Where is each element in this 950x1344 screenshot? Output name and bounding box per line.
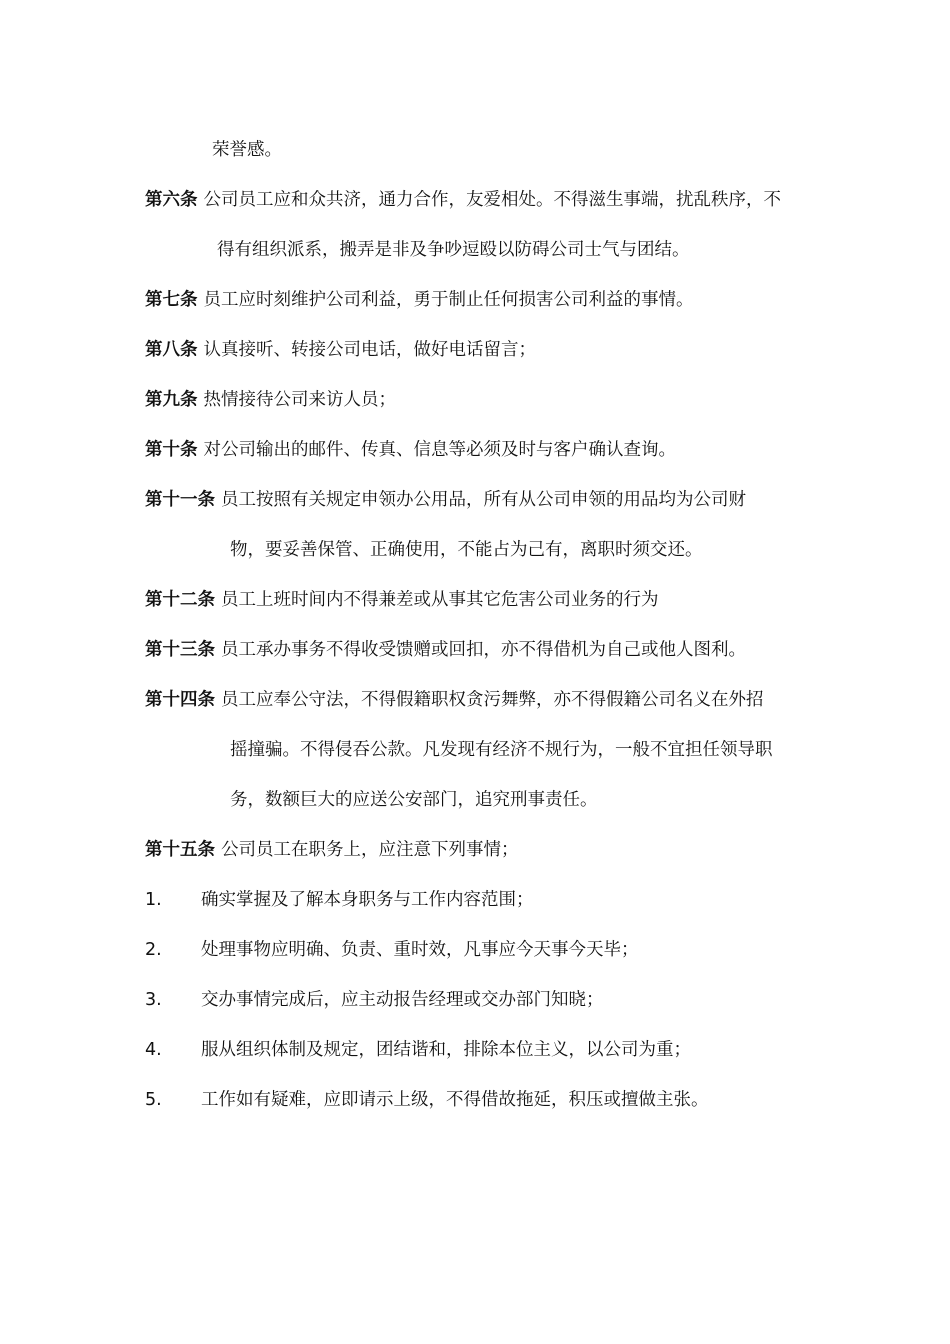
article-number: 第十三条 xyxy=(145,640,215,660)
article-text: 摇撞骗。不得侵吞公款。凡发现有经济不规行为，一般不宜担任领导职 xyxy=(230,740,773,760)
list-text: 处理事物应明确、负责、重时效，凡事应今天事今天毕； xyxy=(201,940,639,960)
article-text: 公司员工应和众共济，通力合作，友爱相处。不得滋生事端，扰乱秩序，不 xyxy=(203,190,781,210)
list-number: 1. xyxy=(145,890,162,910)
article-15 xyxy=(145,838,519,862)
continuation-line xyxy=(212,138,282,162)
article-13 xyxy=(145,638,746,662)
article-text: 务，数额巨大的应送公安部门，追究刑事责任。 xyxy=(230,790,598,810)
list-number: 2. xyxy=(145,940,162,960)
article-text: 认真接听、转接公司电话，做好电话留言； xyxy=(203,340,536,360)
article-6-continuation xyxy=(217,238,690,262)
article-8 xyxy=(145,338,536,362)
article-6 xyxy=(145,188,781,212)
article-14 xyxy=(145,688,764,712)
article-number: 第六条 xyxy=(145,190,198,210)
article-11-continuation xyxy=(230,538,703,562)
article-number: 第十二条 xyxy=(145,590,215,610)
article-text: 得有组织派系，搬弄是非及争吵逗殴以防碍公司士气与团结。 xyxy=(217,240,690,260)
article-text: 公司员工在职务上，应注意下列事情； xyxy=(221,840,519,860)
article-number: 第十五条 xyxy=(145,840,215,860)
article-text: 员工承办事务不得收受馈赠或回扣，亦不得借机为自己或他人图利。 xyxy=(221,640,746,660)
article-number: 第七条 xyxy=(145,290,198,310)
article-text: 物，要妥善保管、正确使用，不能占为己有，离职时须交还。 xyxy=(230,540,703,560)
article-14-continuation-2 xyxy=(230,788,598,812)
list-text: 服从组织体制及规定，团结谐和，排除本位主义，以公司为重； xyxy=(201,1040,691,1060)
list-number: 4. xyxy=(145,1040,162,1060)
list-number: 3. xyxy=(145,990,162,1010)
article-text: 员工按照有关规定申领办公用品，所有从公司申领的用品均为公司财 xyxy=(221,490,746,510)
article-number: 第十四条 xyxy=(145,690,215,710)
article-text: 员工应奉公守法，不得假籍职权贪污舞弊，亦不得假籍公司名义在外招 xyxy=(221,690,764,710)
article-text: 员工上班时间内不得兼差或从事其它危害公司业务的行为 xyxy=(221,590,659,610)
paragraph-text: 荣誉感。 xyxy=(212,140,282,160)
article-11 xyxy=(145,488,746,512)
list-text: 工作如有疑难，应即请示上级，不得借故拖延，积压或擅做主张。 xyxy=(201,1090,709,1110)
article-number: 第九条 xyxy=(145,390,198,410)
article-10 xyxy=(145,438,676,462)
article-number: 第十条 xyxy=(145,440,198,460)
article-number: 第八条 xyxy=(145,340,198,360)
article-text: 热情接待公司来访人员； xyxy=(203,390,396,410)
article-text: 员工应时刻维护公司利益，勇于制止任何损害公司利益的事情。 xyxy=(203,290,694,310)
article-number: 第十一条 xyxy=(145,490,215,510)
article-9 xyxy=(145,388,396,412)
article-14-continuation-1 xyxy=(230,738,773,762)
article-text: 对公司输出的邮件、传真、信息等必须及时与客户确认查询。 xyxy=(203,440,676,460)
list-text: 交办事情完成后，应主动报告经理或交办部门知晓； xyxy=(201,990,604,1010)
article-7 xyxy=(145,288,694,312)
list-number: 5. xyxy=(145,1090,162,1110)
list-text: 确实掌握及了解本身职务与工作内容范围； xyxy=(201,890,534,910)
article-12 xyxy=(145,588,659,612)
